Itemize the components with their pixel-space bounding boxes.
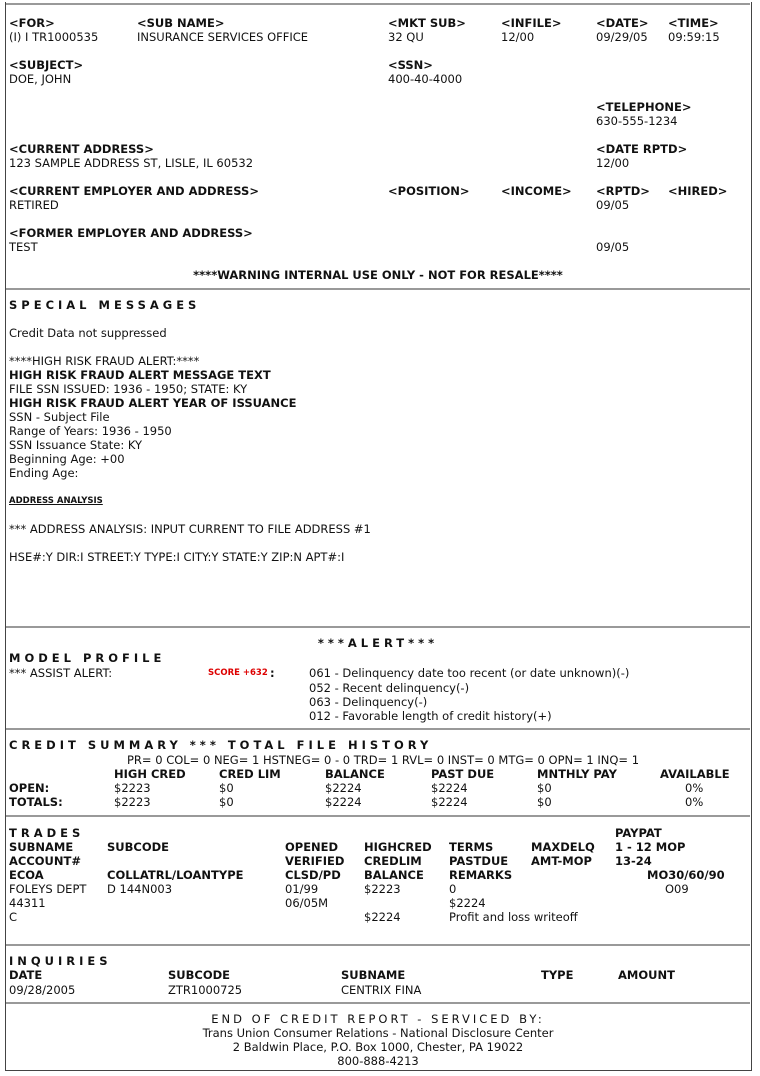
trade-header: OPENED xyxy=(285,840,339,854)
trade-cell: 01/99 xyxy=(285,882,319,896)
footer-line: Trans Union Consumer Relations - National Disclosure Center xyxy=(202,1026,554,1040)
totals-value: $2224 xyxy=(431,795,468,809)
totals-value: $0 xyxy=(219,795,234,809)
divider xyxy=(6,288,750,290)
trade-header: TERMS xyxy=(449,840,494,854)
totals-value: $2224 xyxy=(325,795,362,809)
address-value: 123 SAMPLE ADDRESS ST, LISLE, IL 60532 xyxy=(9,156,254,170)
sub-name-label: <SUB NAME> xyxy=(137,16,225,30)
inquiry-header: AMOUNT xyxy=(618,968,675,982)
infile-label: <INFILE> xyxy=(501,16,562,30)
special-messages-title: SPECIAL MESSAGES xyxy=(9,298,201,312)
assist-alert: *** ASSIST ALERT: xyxy=(9,666,113,680)
inquiry-header: TYPE xyxy=(541,968,574,982)
subject-label: <SUBJECT> xyxy=(9,58,84,72)
trade-header: AMT-MOP xyxy=(531,854,592,868)
divider xyxy=(6,815,750,817)
fraud-message-line: FILE SSN ISSUED: 1936 - 1950; STATE: KY xyxy=(9,382,248,396)
income-label: <INCOME> xyxy=(501,184,572,198)
address-analysis-title: ADDRESS ANALYSIS xyxy=(9,496,103,506)
address-analysis-line: *** ADDRESS ANALYSIS: INPUT CURRENT TO FILE ADDRESS #1 xyxy=(9,522,371,536)
address-label: <CURRENT ADDRESS> xyxy=(9,142,154,156)
alert-banner: ***ALERT*** xyxy=(317,636,439,650)
fraud-line: Range of Years: 1936 - 1950 xyxy=(9,424,172,438)
trade-cell: 0 xyxy=(449,882,457,896)
open-value: $2224 xyxy=(325,781,362,795)
for-label: <FOR> xyxy=(9,16,55,30)
mkt-sub-value: 32 QU xyxy=(388,30,424,44)
end-of-report: END OF CREDIT REPORT - SERVICED BY: xyxy=(211,1012,545,1026)
employer-value: RETIRED xyxy=(9,198,59,212)
date-rptd-value: 12/00 xyxy=(596,156,630,170)
trade-cell: 44311 xyxy=(9,896,46,910)
telephone-value: 630-555-1234 xyxy=(596,114,678,128)
time-value: 09:59:15 xyxy=(668,30,720,44)
ssn-label: <SSN> xyxy=(388,58,433,72)
reason-code: 012 - Favorable length of credit history(+) xyxy=(309,709,552,723)
trade-header: BALANCE xyxy=(364,868,424,882)
open-value: $2224 xyxy=(431,781,468,795)
rptd-value: 09/05 xyxy=(596,198,630,212)
summary-header: BALANCE xyxy=(325,767,385,781)
ssn-value: 400-40-4000 xyxy=(388,72,463,86)
divider xyxy=(6,728,750,730)
open-label: OPEN: xyxy=(9,781,50,795)
fraud-line: SSN - Subject File xyxy=(9,410,110,424)
reason-code: 061 - Delinquency date too recent (or date unknown)(-) xyxy=(309,666,630,680)
position-label: <POSITION> xyxy=(388,184,470,198)
divider xyxy=(6,626,750,628)
fraud-line: SSN Issuance State: KY xyxy=(9,438,143,452)
inquiry-cell: ZTR1000725 xyxy=(168,983,243,997)
summary-header: AVAILABLE xyxy=(660,767,730,781)
trade-cell: D 144N003 xyxy=(107,882,173,896)
former-employer-value: TEST xyxy=(9,240,38,254)
model-profile-title: MODEL PROFILE xyxy=(9,651,166,665)
trade-cell: Profit and loss writeoff xyxy=(449,910,578,924)
totals-label: TOTALS: xyxy=(9,795,63,809)
paypat-header: PAYPAT xyxy=(615,826,662,840)
trades-title: TRADES xyxy=(9,826,85,840)
inquiry-cell: CENTRIX FINA xyxy=(341,983,422,997)
trade-header: MO30/60/90 xyxy=(647,868,725,882)
divider xyxy=(6,944,750,946)
inquiry-header: SUBNAME xyxy=(341,968,406,982)
trade-cell: $2223 xyxy=(364,882,401,896)
summary-header: PAST DUE xyxy=(431,767,495,781)
former-employer-date: 09/05 xyxy=(596,240,630,254)
date-value: 09/29/05 xyxy=(596,30,648,44)
inquiry-header: DATE xyxy=(9,968,43,982)
mkt-sub-label: <MKT SUB> xyxy=(388,16,466,30)
infile-value: 12/00 xyxy=(501,30,535,44)
score-colon: : xyxy=(270,666,275,680)
trade-header: 13-24 xyxy=(615,854,652,868)
divider xyxy=(6,3,750,5)
rptd-label: <RPTD> xyxy=(596,184,650,198)
trade-cell: $2224 xyxy=(449,896,486,910)
open-value: $2223 xyxy=(114,781,151,795)
warning-banner: ****WARNING INTERNAL USE ONLY - NOT FOR RESALE**** xyxy=(193,268,563,282)
reason-code: 063 - Delinquency(-) xyxy=(309,695,428,709)
totals-value: 0% xyxy=(685,795,704,809)
open-value: 0% xyxy=(685,781,704,795)
for-value: (I) I TR1000535 xyxy=(9,30,99,44)
reason-code: 052 - Recent delinquency(-) xyxy=(309,681,470,695)
date-rptd-label: <DATE RPTD> xyxy=(596,142,688,156)
fraud-year-title: HIGH RISK FRAUD ALERT YEAR OF ISSUANCE xyxy=(9,396,297,410)
summary-header: MNTHLY PAY xyxy=(537,767,617,781)
fraud-alert: ****HIGH RISK FRAUD ALERT:**** xyxy=(9,354,200,368)
trade-header: 1 - 12 MOP xyxy=(615,840,686,854)
trade-cell: $2224 xyxy=(364,910,401,924)
trade-header: REMARKS xyxy=(449,868,513,882)
footer-phone: 800-888-4213 xyxy=(337,1054,419,1068)
trade-header: CREDLIM xyxy=(364,854,422,868)
trade-header: PASTDUE xyxy=(449,854,509,868)
trade-header: MAXDELQ xyxy=(531,840,595,854)
date-label: <DATE> xyxy=(596,16,649,30)
hired-label: <HIRED> xyxy=(668,184,728,198)
inquiry-header: SUBCODE xyxy=(168,968,231,982)
trade-header: ECOA xyxy=(9,868,44,882)
trade-header: CLSD/PD xyxy=(285,868,341,882)
credit-summary-title: CREDIT SUMMARY *** TOTAL FILE HISTORY xyxy=(9,738,433,752)
trade-header: COLLATRL/LOANTYPE xyxy=(107,868,244,882)
trade-cell: O09 xyxy=(665,882,689,896)
trade-header: VERIFIED xyxy=(285,854,345,868)
summary-counts: PR= 0 COL= 0 NEG= 1 HSTNEG= 0 - 0 TRD= 1 RVL= 0 INST= 0 MTG= 0 OPN= 1 INQ= 1 xyxy=(127,753,640,767)
address-analysis-codes: HSE#:Y DIR:I STREET:Y TYPE:I CITY:Y STATE:Y ZIP:N APT#:I xyxy=(9,550,345,564)
open-value: $0 xyxy=(537,781,552,795)
fraud-line: Ending Age: xyxy=(9,466,79,480)
fraud-message-title: HIGH RISK FRAUD ALERT MESSAGE TEXT xyxy=(9,368,271,382)
inquiry-cell: 09/28/2005 xyxy=(9,983,76,997)
totals-value: $0 xyxy=(537,795,552,809)
time-label: <TIME> xyxy=(668,16,719,30)
fraud-line: Beginning Age: +00 xyxy=(9,452,125,466)
footer-line: 2 Baldwin Place, P.O. Box 1000, Chester, PA 19022 xyxy=(232,1040,524,1054)
sub-name-value: INSURANCE SERVICES OFFICE xyxy=(137,30,309,44)
trade-header: SUBNAME xyxy=(9,840,74,854)
telephone-label: <TELEPHONE> xyxy=(596,100,692,114)
former-employer-label: <FORMER EMPLOYER AND ADDRESS> xyxy=(9,226,253,240)
trade-header: SUBCODE xyxy=(107,840,170,854)
divider xyxy=(6,1002,750,1004)
trade-header: ACCOUNT# xyxy=(9,854,81,868)
inquiries-title: INQUIRIES xyxy=(9,954,112,968)
trade-cell: 06/05M xyxy=(285,896,329,910)
summary-header: CRED LIM xyxy=(219,767,281,781)
score-value: SCORE +632 xyxy=(208,668,268,678)
trade-cell: FOLEYS DEPT xyxy=(9,882,87,896)
totals-value: $2223 xyxy=(114,795,151,809)
summary-header: HIGH CRED xyxy=(114,767,186,781)
suppressed-text: Credit Data not suppressed xyxy=(9,326,167,340)
open-value: $0 xyxy=(219,781,234,795)
trade-cell: C xyxy=(9,910,18,924)
subject-value: DOE, JOHN xyxy=(9,72,72,86)
employer-label: <CURRENT EMPLOYER AND ADDRESS> xyxy=(9,184,259,198)
trade-header: HIGHCRED xyxy=(364,840,432,854)
